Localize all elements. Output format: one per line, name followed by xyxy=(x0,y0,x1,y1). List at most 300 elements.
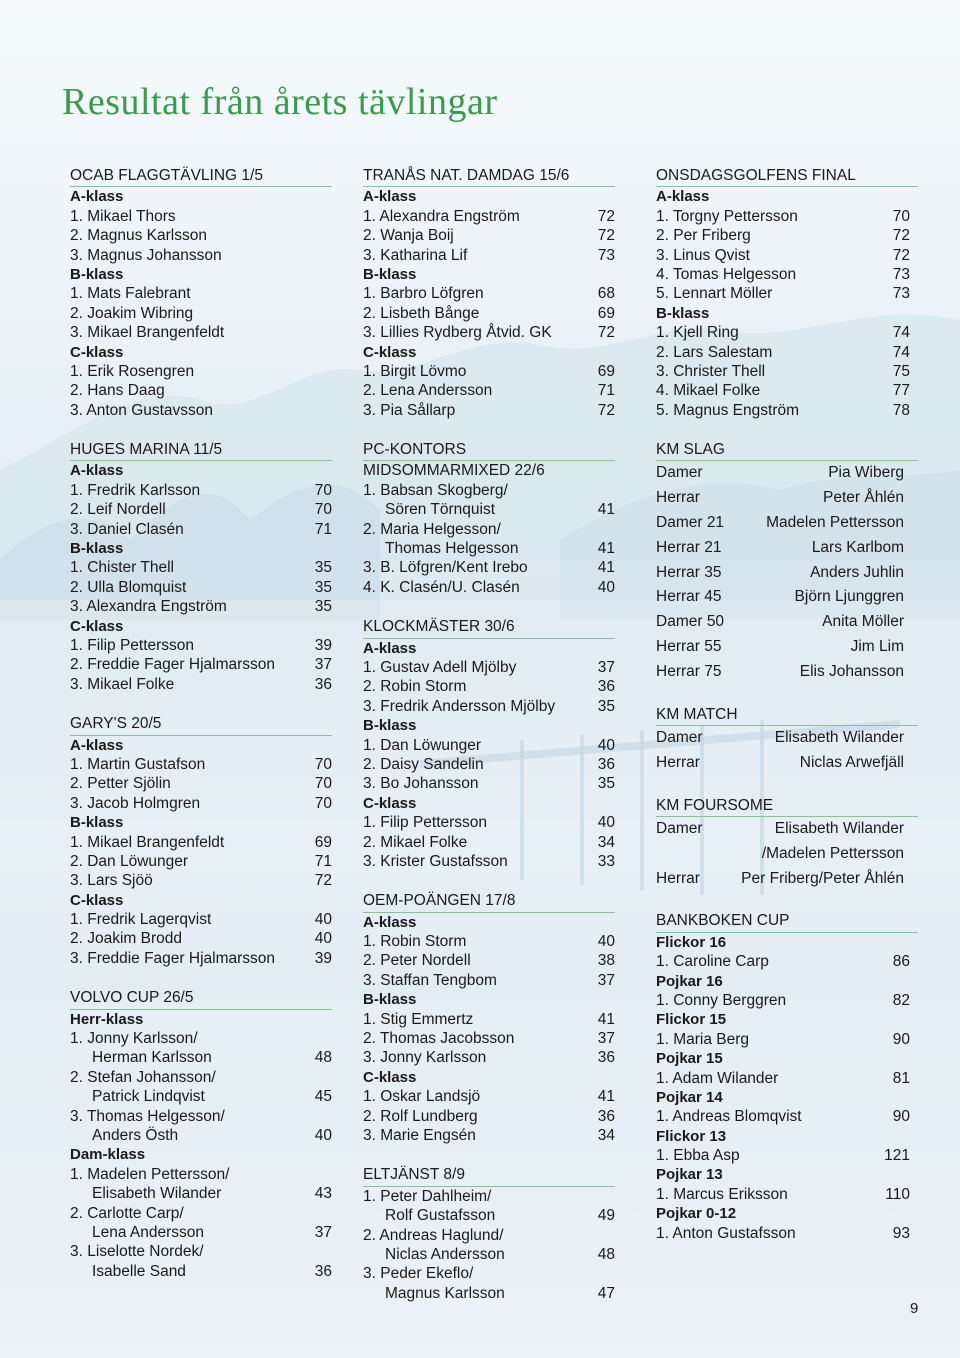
result-row xyxy=(656,284,918,303)
player-name: 2. Thomas Jacobsson xyxy=(363,1030,515,1048)
result-section xyxy=(363,440,615,597)
score xyxy=(304,1165,332,1184)
result-row xyxy=(656,343,918,362)
score: 75 xyxy=(892,362,910,380)
player-name: 3. Linus Qvist xyxy=(656,246,750,264)
result-row xyxy=(70,1029,332,1048)
score: 69 xyxy=(597,362,615,380)
result-row xyxy=(70,929,332,948)
player-name: 2. Joakim Wibring xyxy=(70,304,194,322)
player-name: 1. Gustav Adell Mjölby xyxy=(363,659,517,676)
class-heading: C-klass xyxy=(363,1068,417,1086)
result-row xyxy=(656,401,918,420)
player-name: 1. Fredrik Lagerqvist xyxy=(70,911,212,929)
results-column-3 xyxy=(656,166,918,1263)
category-label: Herrar xyxy=(656,869,700,887)
result-row xyxy=(363,481,615,500)
class-heading: Pojkar 15 xyxy=(656,1050,723,1068)
score: 36 xyxy=(597,1049,615,1067)
player-name: Niclas Andersson xyxy=(385,1245,505,1263)
result-row xyxy=(656,1107,918,1126)
result-row xyxy=(70,675,332,694)
champion-name: Jim Lim xyxy=(850,638,904,656)
player-name: 1. Filip Pettersson xyxy=(363,814,488,832)
category-label: Damer 21 xyxy=(656,514,725,532)
champion-row xyxy=(656,726,918,751)
player-name: 1. Dan Löwunger xyxy=(363,736,482,754)
player-name: 3. Christer Thell xyxy=(656,362,766,380)
score xyxy=(304,1242,332,1261)
player-name: 2. Robin Storm xyxy=(363,678,467,696)
result-row xyxy=(70,949,332,968)
result-row xyxy=(70,500,332,519)
score: 90 xyxy=(892,1030,910,1048)
category-label: Herrar xyxy=(656,753,700,771)
player-name: 2. Per Friberg xyxy=(656,227,751,245)
player-name: 2. Carlotte Carp/ xyxy=(70,1204,184,1222)
section-title: OEM-POÄNGEN 17/8 xyxy=(363,891,615,912)
section-title: OCAB FLAGGTÄVLING 1/5 xyxy=(70,166,332,187)
class-heading: C-klass xyxy=(70,617,124,635)
page-title: Resultat från årets tävlingar xyxy=(62,81,498,123)
result-row xyxy=(656,1146,918,1165)
score: 40 xyxy=(597,814,615,832)
result-row xyxy=(363,578,615,597)
score: 73 xyxy=(892,265,910,283)
result-section xyxy=(656,911,918,1243)
result-section xyxy=(656,166,918,420)
result-row xyxy=(70,304,332,323)
result-row xyxy=(363,697,615,716)
score: 35 xyxy=(314,578,332,596)
score: 38 xyxy=(597,952,615,970)
result-row xyxy=(70,1184,332,1203)
player-name: 1. Erik Rosengren xyxy=(70,362,195,380)
result-row xyxy=(70,636,332,655)
class-heading: A-klass xyxy=(70,736,124,754)
result-row xyxy=(363,852,615,871)
player-name: 3. Mikael Brangenfeldt xyxy=(70,324,225,342)
result-row xyxy=(363,520,615,539)
result-row xyxy=(70,362,332,381)
score: 43 xyxy=(314,1185,332,1203)
result-row xyxy=(70,1107,332,1126)
result-row xyxy=(70,520,332,539)
result-row xyxy=(656,265,918,284)
score: 37 xyxy=(597,971,615,989)
result-row xyxy=(363,1087,615,1106)
result-row xyxy=(656,1030,918,1049)
champion-name: Elis Johansson xyxy=(799,662,904,680)
score: 37 xyxy=(314,656,332,674)
score: 40 xyxy=(314,930,332,948)
player-name: 4. Mikael Folke xyxy=(656,382,761,400)
result-section xyxy=(70,166,332,420)
player-name: Anders Östh xyxy=(92,1126,179,1144)
champion-name: Pia Wiberg xyxy=(828,464,904,482)
category-label: Damer 50 xyxy=(656,613,725,631)
score: 35 xyxy=(597,775,615,793)
result-section xyxy=(363,617,615,871)
result-row xyxy=(656,226,918,245)
result-row xyxy=(363,755,615,774)
player-name: 1. Martin Gustafson xyxy=(70,755,206,773)
player-name: 3. Lillies Rydberg Åtvid. GK xyxy=(363,324,552,342)
score: 72 xyxy=(314,872,332,890)
player-name: Herman Karlsson xyxy=(92,1049,212,1067)
section-title: ELTJÄNST 8/9 xyxy=(363,1165,615,1186)
player-name: 2. Joakim Brodd xyxy=(70,930,182,948)
player-name: 3. Anton Gustavsson xyxy=(70,401,214,419)
result-row xyxy=(656,1224,918,1243)
score: 78 xyxy=(892,401,910,419)
section-subtitle: MIDSOMMARMIXED 22/6 xyxy=(363,462,545,480)
result-section xyxy=(363,891,615,1145)
player-name: 1. Robin Storm xyxy=(363,933,467,951)
score: 40 xyxy=(314,911,332,929)
result-section xyxy=(70,714,332,968)
class-heading: C-klass xyxy=(70,891,124,909)
champion-row xyxy=(656,867,918,892)
player-name: 1. Mats Falebrant xyxy=(70,285,191,303)
result-row xyxy=(656,991,918,1010)
class-heading: Dam-klass xyxy=(70,1146,146,1164)
category-label: Herrar 35 xyxy=(656,563,722,581)
result-row xyxy=(363,774,615,793)
section-title: GARY'S 20/5 xyxy=(70,714,332,735)
result-row xyxy=(363,539,615,558)
result-row xyxy=(70,1087,332,1106)
class-heading: A-klass xyxy=(363,188,417,206)
player-name: Thomas Helgesson xyxy=(385,540,519,558)
score: 93 xyxy=(892,1224,910,1242)
result-row xyxy=(70,226,332,245)
result-row xyxy=(656,246,918,265)
score: 37 xyxy=(597,659,615,676)
player-name: 3. Staffan Tengbom xyxy=(363,971,497,989)
result-row xyxy=(70,597,332,616)
player-name: 2. Lars Salestam xyxy=(656,343,773,361)
score xyxy=(587,1187,615,1206)
player-name: 4. Tomas Helgesson xyxy=(656,265,797,283)
class-heading: C-klass xyxy=(363,343,417,361)
champion-row xyxy=(656,561,918,586)
results-column-1 xyxy=(70,166,332,1301)
score: 70 xyxy=(314,481,332,499)
class-heading: B-klass xyxy=(656,304,710,322)
champion-row xyxy=(656,585,918,610)
player-name: 3. Freddie Fager Hjalmarsson xyxy=(70,949,276,967)
section-title: PC-KONTORS xyxy=(363,440,615,461)
score xyxy=(304,304,332,323)
champion-row xyxy=(656,660,918,685)
score: 70 xyxy=(314,501,332,519)
player-name: 2. Rolf Lundberg xyxy=(363,1107,478,1125)
player-name: 2. Freddie Fager Hjalmarsson xyxy=(70,656,276,674)
result-row xyxy=(656,207,918,226)
result-row xyxy=(70,1165,332,1184)
section-title: HUGES MARINA 11/5 xyxy=(70,440,332,461)
class-heading: Pojkar 0-12 xyxy=(656,1205,737,1223)
score: 72 xyxy=(597,207,615,225)
player-name: 3. Krister Gustafsson xyxy=(363,852,508,870)
result-row xyxy=(363,1284,615,1303)
score xyxy=(304,207,332,226)
result-row xyxy=(363,1264,615,1283)
section-title: VOLVO CUP 26/5 xyxy=(70,988,332,1009)
score: 40 xyxy=(314,1126,332,1144)
player-name: 3. Marie Engsén xyxy=(363,1126,476,1144)
score: 36 xyxy=(597,1107,615,1125)
result-row xyxy=(363,1010,615,1029)
result-row xyxy=(70,578,332,597)
player-name: 3. Pia Sållarp xyxy=(363,401,456,419)
player-name: 1. Barbro Löfgren xyxy=(363,285,484,303)
score: 71 xyxy=(314,520,332,538)
result-row xyxy=(656,1069,918,1088)
score: 77 xyxy=(892,382,910,400)
category-label: Herrar xyxy=(656,489,700,507)
result-row xyxy=(363,1048,615,1067)
score xyxy=(304,1068,332,1087)
player-name: 1. Babsan Skogberg/ xyxy=(363,481,508,499)
result-row xyxy=(70,774,332,793)
score: 41 xyxy=(597,1010,615,1028)
score: 33 xyxy=(597,852,615,870)
score: 90 xyxy=(892,1108,910,1126)
result-section xyxy=(70,440,332,694)
score: 71 xyxy=(314,852,332,870)
score: 48 xyxy=(597,1245,615,1263)
result-row xyxy=(363,951,615,970)
player-name: 2. Andreas Haglund/ xyxy=(363,1226,504,1244)
score: 45 xyxy=(314,1088,332,1106)
score: 41 xyxy=(597,559,615,577)
section-title: KM SLAG xyxy=(656,440,918,461)
player-name: Lena Andersson xyxy=(92,1223,205,1241)
result-section xyxy=(363,1165,615,1303)
score: 86 xyxy=(892,953,910,971)
score xyxy=(304,226,332,245)
result-row xyxy=(363,323,615,342)
score: 35 xyxy=(314,598,332,616)
player-name: 1. Marcus Eriksson xyxy=(656,1185,788,1203)
result-row xyxy=(70,558,332,577)
score xyxy=(304,362,332,381)
score: 69 xyxy=(314,833,332,851)
result-row xyxy=(363,362,615,381)
score: 81 xyxy=(892,1069,910,1087)
page-number: 9 xyxy=(910,1300,919,1317)
score xyxy=(587,481,615,500)
player-name: Rolf Gustafsson xyxy=(385,1207,496,1225)
score: 36 xyxy=(314,1262,332,1280)
champion-name: Niclas Arwefjäll xyxy=(799,753,904,771)
result-row xyxy=(363,1187,615,1206)
result-row xyxy=(363,1245,615,1264)
player-name: 1. Anton Gustafsson xyxy=(656,1224,796,1242)
score: 71 xyxy=(597,382,615,400)
category-label: Herrar 21 xyxy=(656,538,722,556)
result-section xyxy=(656,705,918,776)
player-name: 2. Lena Andersson xyxy=(363,382,493,400)
result-row xyxy=(656,323,918,342)
score: 48 xyxy=(314,1049,332,1067)
score: 72 xyxy=(597,324,615,342)
result-section xyxy=(70,988,332,1281)
player-name: 3. Bo Johansson xyxy=(363,775,479,793)
champion-row xyxy=(656,486,918,511)
player-name: Elisabeth Wilander xyxy=(92,1185,222,1203)
champion-row xyxy=(656,610,918,635)
result-row xyxy=(363,1107,615,1126)
score: 70 xyxy=(314,794,332,812)
category-label: Herrar 45 xyxy=(656,588,722,606)
player-name: Sören Törnquist xyxy=(385,501,495,519)
score: 74 xyxy=(892,324,910,342)
player-name: 3. Mikael Folke xyxy=(70,675,175,693)
result-row xyxy=(363,381,615,400)
class-heading: A-klass xyxy=(363,639,417,657)
result-row xyxy=(363,677,615,696)
result-row xyxy=(656,1185,918,1204)
result-row xyxy=(363,401,615,420)
champion-name: Anders Juhlin xyxy=(810,563,904,581)
score: 41 xyxy=(597,1088,615,1106)
result-row xyxy=(70,1262,332,1281)
category-label: Damer xyxy=(656,820,703,838)
player-name: 2. Ulla Blomquist xyxy=(70,578,187,596)
section-title: BANKBOKEN CUP xyxy=(656,911,918,932)
player-name: Patrick Lindqvist xyxy=(92,1088,205,1106)
player-name: 2. Daisy Sandelin xyxy=(363,755,484,773)
score: 68 xyxy=(597,285,615,303)
score: 49 xyxy=(597,1207,615,1225)
player-name: 1. Andreas Blomqvist xyxy=(656,1108,802,1126)
class-heading: Pojkar 16 xyxy=(656,972,723,990)
result-row xyxy=(70,401,332,420)
result-row xyxy=(70,207,332,226)
result-row xyxy=(70,833,332,852)
result-row xyxy=(70,1048,332,1067)
score: 34 xyxy=(597,833,615,851)
score: 72 xyxy=(597,401,615,419)
player-name: 1. Birgit Lövmo xyxy=(363,362,467,380)
result-row xyxy=(656,362,918,381)
score: 36 xyxy=(597,678,615,696)
player-name: 3. Liselotte Nordek/ xyxy=(70,1243,204,1261)
player-name: 1. Alexandra Engström xyxy=(363,207,520,225)
result-row xyxy=(363,1029,615,1048)
player-name: 1. Mikael Brangenfeldt xyxy=(70,833,225,851)
score: 39 xyxy=(314,636,332,654)
class-heading: B-klass xyxy=(363,991,417,1009)
score: 35 xyxy=(314,559,332,577)
result-row xyxy=(363,226,615,245)
result-row xyxy=(70,755,332,774)
score: 73 xyxy=(597,246,615,264)
class-heading: Flickor 16 xyxy=(656,933,727,951)
score: 121 xyxy=(884,1147,910,1165)
score: 36 xyxy=(597,755,615,773)
section-title: KM MATCH xyxy=(656,705,918,726)
result-row xyxy=(656,381,918,400)
class-heading: Flickor 15 xyxy=(656,1011,727,1029)
result-row xyxy=(363,1226,615,1245)
player-name: 1. Conny Berggren xyxy=(656,991,787,1009)
player-name: 3. Katharina Lif xyxy=(363,246,468,264)
result-row xyxy=(363,1126,615,1145)
section-title: KLOCKMÄSTER 30/6 xyxy=(363,617,615,638)
score: 40 xyxy=(597,736,615,754)
player-name: 3. B. Löfgren/Kent Irebo xyxy=(363,559,528,577)
score: 47 xyxy=(597,1284,615,1302)
result-row xyxy=(70,1223,332,1242)
class-heading: B-klass xyxy=(70,265,124,283)
score: 41 xyxy=(597,540,615,558)
score xyxy=(587,1264,615,1283)
player-name: 1. Peter Dahlheim/ xyxy=(363,1187,492,1205)
class-heading: B-klass xyxy=(70,814,124,832)
player-name: 3. Alexandra Engström xyxy=(70,598,227,616)
result-section xyxy=(363,166,615,420)
result-row xyxy=(363,971,615,990)
player-name: 2. Peter Nordell xyxy=(363,952,471,970)
result-row xyxy=(70,246,332,265)
class-heading: B-klass xyxy=(70,540,124,558)
player-name: Isabelle Sand xyxy=(92,1262,186,1280)
result-row xyxy=(363,736,615,755)
result-row xyxy=(70,910,332,929)
champion-row xyxy=(656,461,918,486)
player-name: 3. Jonny Karlsson xyxy=(363,1049,487,1067)
score: 37 xyxy=(597,1030,615,1048)
score: 37 xyxy=(314,1223,332,1241)
champion-name: Peter Åhlén xyxy=(823,489,904,507)
player-name: 3. Jacob Holmgren xyxy=(70,794,201,812)
score: 70 xyxy=(314,755,332,773)
class-heading: Pojkar 14 xyxy=(656,1088,723,1106)
result-row xyxy=(363,1206,615,1225)
results-column-2 xyxy=(363,166,615,1323)
score xyxy=(304,1029,332,1048)
score xyxy=(304,401,332,420)
player-name: 2. Lisbeth Bånge xyxy=(363,304,480,322)
result-row xyxy=(70,284,332,303)
result-row xyxy=(70,1204,332,1223)
result-row xyxy=(70,323,332,342)
result-row xyxy=(363,304,615,323)
player-name: 1. Torgny Pettersson xyxy=(656,207,798,225)
player-name: 1. Chister Thell xyxy=(70,559,174,577)
result-row xyxy=(70,1068,332,1087)
result-section xyxy=(656,440,918,685)
player-name: 1. Kjell Ring xyxy=(656,324,739,342)
player-name: 1. Mikael Thors xyxy=(70,207,176,225)
player-name: 2. Hans Daag xyxy=(70,382,165,400)
champion-name: Per Friberg/Peter Åhlén xyxy=(741,869,904,887)
result-row xyxy=(363,207,615,226)
player-name: 5. Magnus Engström xyxy=(656,401,800,419)
champion-name: Anita Möller xyxy=(822,613,904,631)
player-name: 3. Magnus Johansson xyxy=(70,246,222,264)
result-row xyxy=(70,852,332,871)
class-heading: A-klass xyxy=(363,913,417,931)
result-section xyxy=(656,796,918,892)
score: 110 xyxy=(885,1185,910,1203)
champion-row xyxy=(656,536,918,561)
class-heading: A-klass xyxy=(70,462,124,480)
